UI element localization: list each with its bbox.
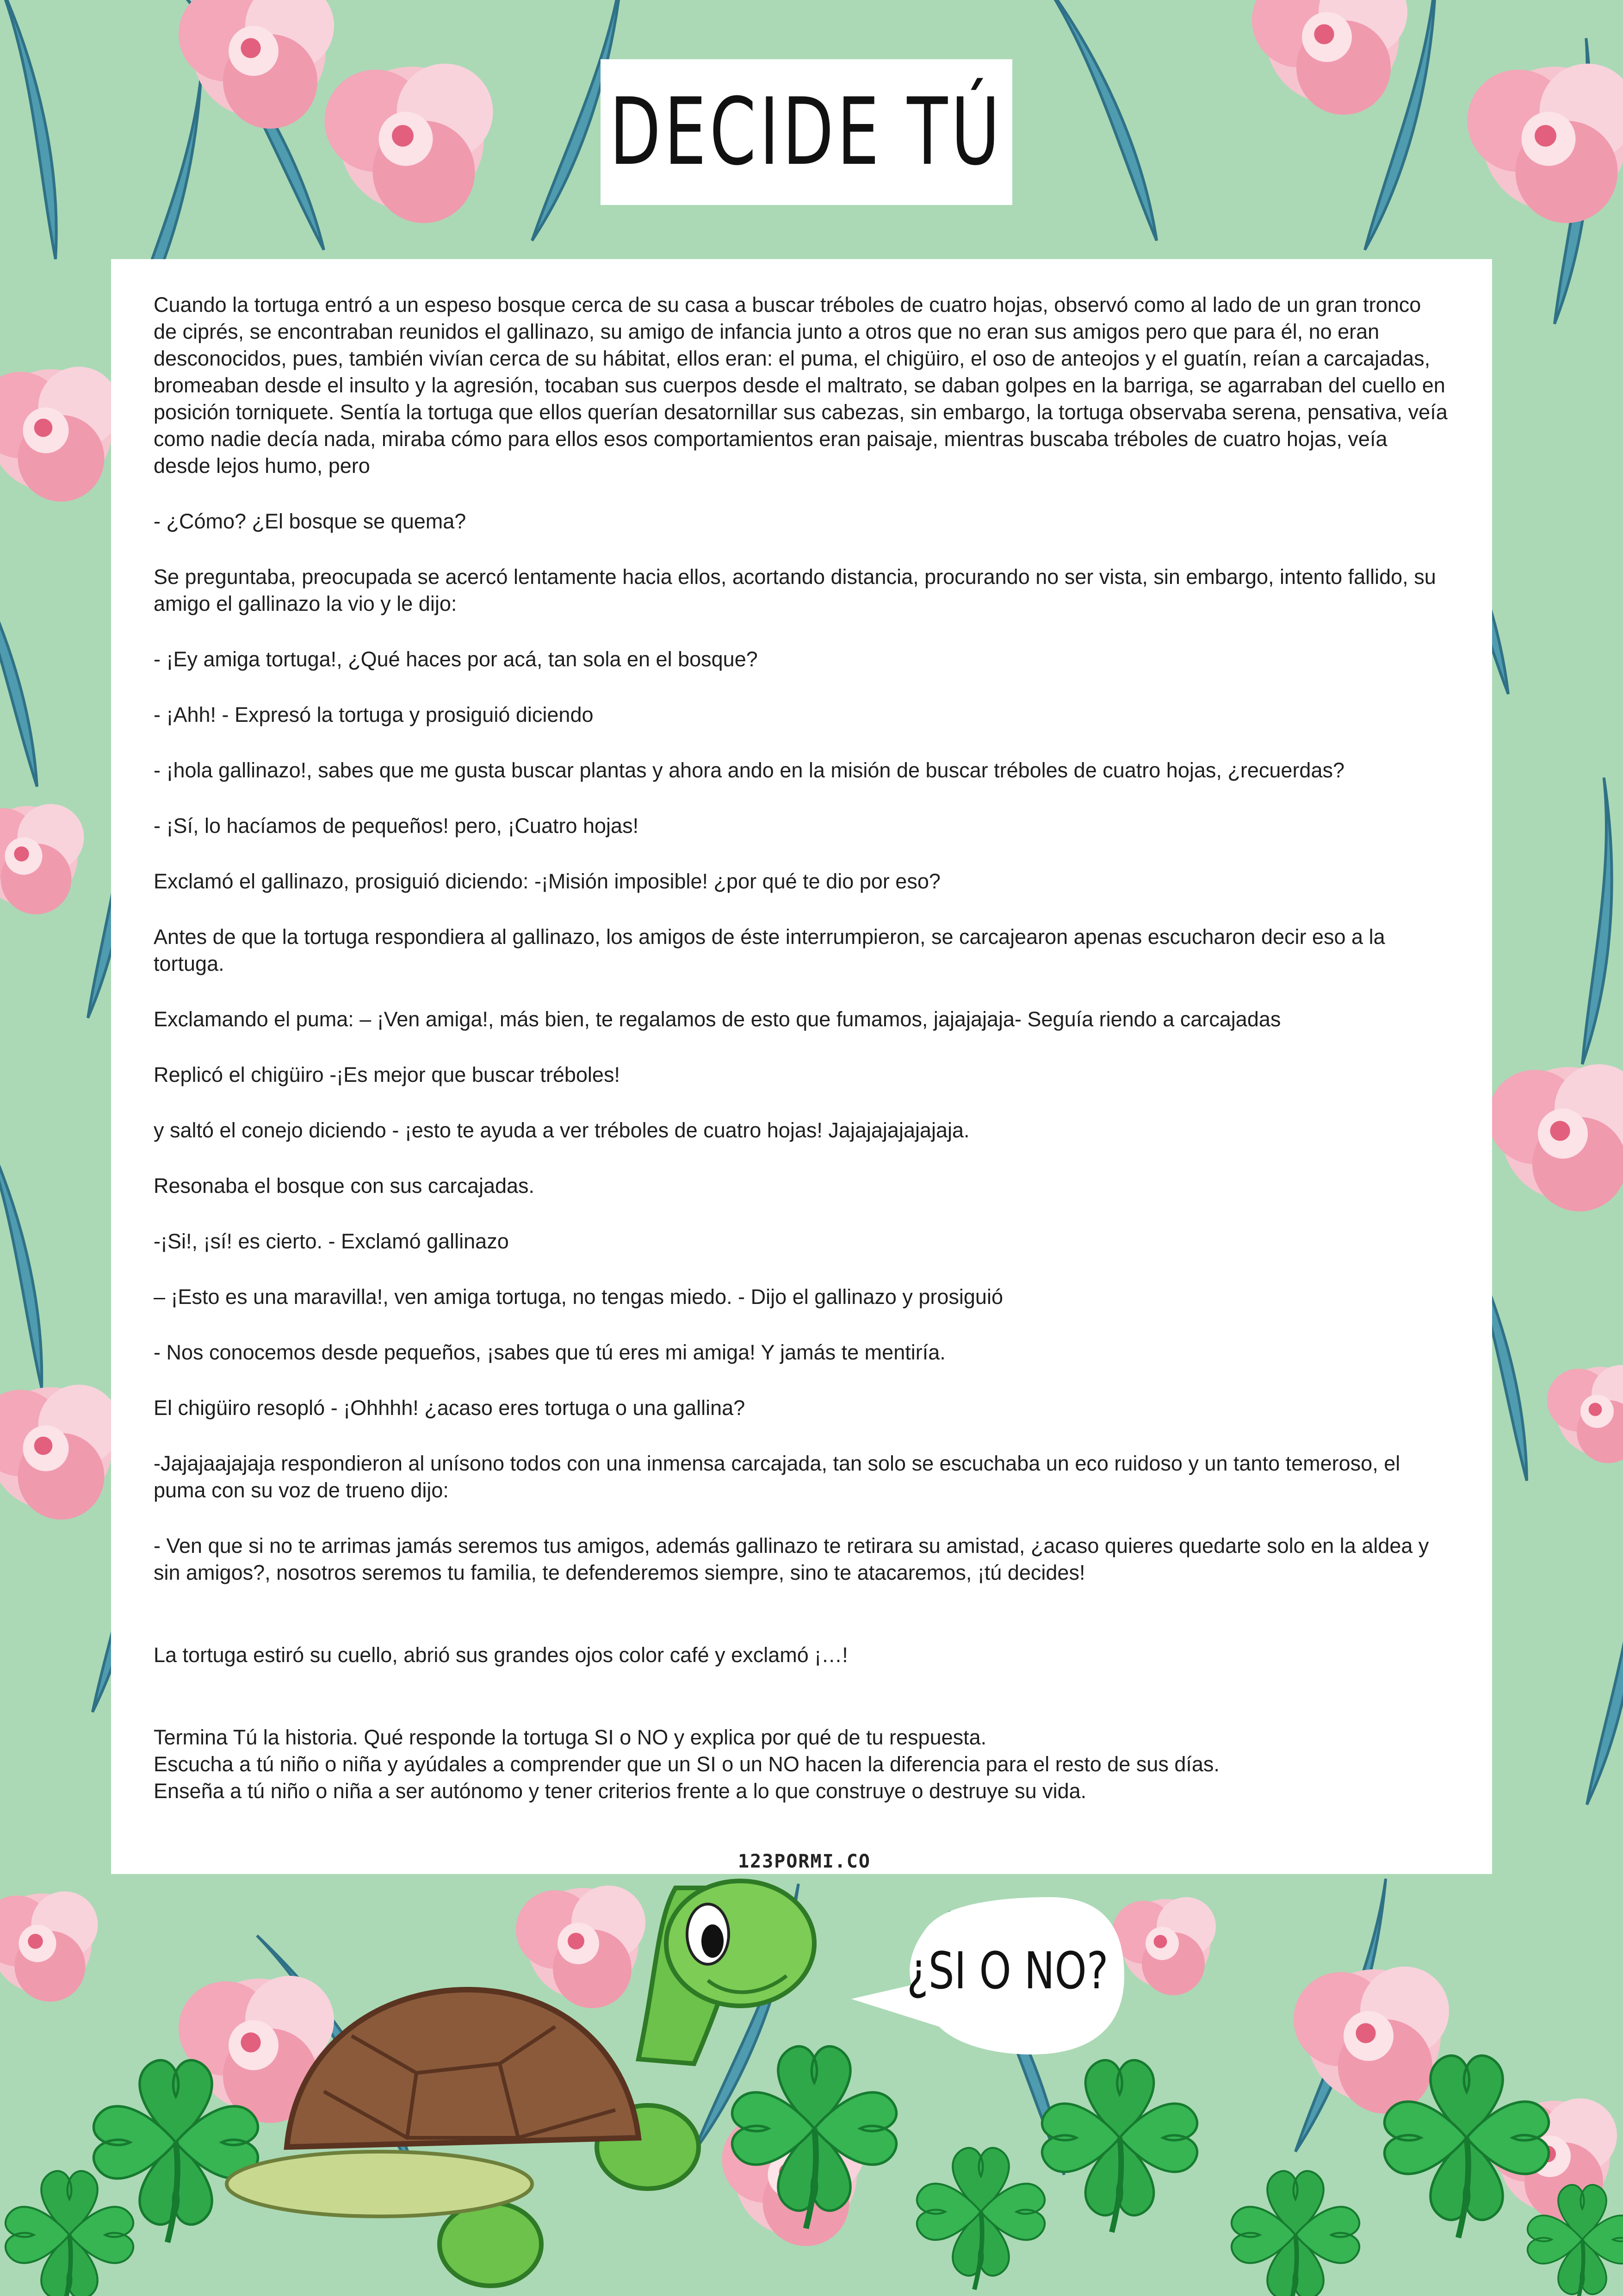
story-text — [154, 292, 1449, 1805]
instruction-line: Enseña a tú niño o niña a ser autónomo y tener criterios frente a lo que construye o destruye su vida. — [154, 1779, 1087, 1803]
story-paragraph: y saltó el conejo diciendo - ¡esto te ayuda a ver tréboles de cuatro hojas! Jajajajajajajaja. — [154, 1118, 970, 1142]
story-paragraph: - Ven que si no te arrimas jamás seremos tus amigos, además gallinazo te retirara su amistad, ¿acaso quieres quedarte solo en la aldea y sin amigos?, nosotros seremos tu familia, te defenderemos siempre, sino te atacaremos, ¡tú decides! — [154, 1534, 1429, 1584]
story-paragraph: - ¡Sí, lo hacíamos de pequeños! pero, ¡Cuatro hojas! — [154, 814, 639, 838]
story-paragraph: -Jajajaajajaja respondieron al unísono todos con una inmensa carcajada, tan solo se escuchaba un eco ruidoso y un tanto temeroso, el puma con su voz de trueno dijo: — [154, 1452, 1400, 1502]
story-paragraph: El chigüiro resopló - ¡Ohhhh! ¿acaso eres tortuga o una gallina? — [154, 1396, 745, 1420]
story-paragraph: - ¡Ahh! - Expresó la tortuga y prosiguió diciendo — [154, 703, 594, 726]
instructions — [154, 1724, 1449, 1805]
story-paragraph: Cuando la tortuga entró a un espeso bosque cerca de su casa a buscar tréboles de cuatro hojas, observó como al lado de un gran tronco de ciprés, se encontraban reunidos el gallinazo, su amigo de infancia junto a otros que no eran sus amigos pero que para él, no eran desconocidos, pues, también vivían cerca de su hábitat, ellos eran: el puma, el chigüiro, el oso de anteojos y el guatín, reían a carcajadas, bromeaban desde el insulto y la agresión, tocaban sus cuerpos desde el maltrato, se daban golpes en la barriga, se agarraban del cuello en posición torniquete. Sentía la tortuga que ellos querían desatornillar sus cabezas, sin embargo, la tortuga observaba serena, pensativa, veía como nadie decía nada, miraba cómo para ellos esos comportamientos eran paisaje, mientras buscaba tréboles de cuatro hojas, veía desde lejos humo, pero — [154, 293, 1448, 478]
story-panel — [111, 259, 1492, 1874]
instruction-line: Termina Tú la historia. Qué responde la tortuga SI o NO y explica por qué de tu respuesta. — [154, 1725, 987, 1749]
story-paragraph: - Nos conocemos desde pequeños, ¡sabes que tú eres mi amiga! Y jamás te mentiría. — [154, 1340, 946, 1364]
story-paragraph: - ¡hola gallinazo!, sabes que me gusta buscar plantas y ahora ando en la misión de buscar tréboles de cuatro hojas, ¿recuerdas? — [154, 758, 1345, 782]
story-paragraph: Exclamó el gallinazo, prosiguió diciendo: -¡Misión imposible! ¿por qué te dio por eso? — [154, 869, 941, 893]
story-paragraph: – ¡Esto es una maravilla!, ven amiga tortuga, no tengas miedo. - Dijo el gallinazo y prosiguió — [154, 1285, 1003, 1309]
instruction-line: Escucha a tú niño o niña y ayúdales a comprender que un SI o un NO hacen la diferencia para el resto de sus días. — [154, 1752, 1220, 1776]
story-paragraph: Resonaba el bosque con sus carcajadas. — [154, 1174, 535, 1198]
brand-logo: 123PORMI.CO — [738, 1851, 871, 1872]
story-paragraph: Antes de que la tortuga respondiera al gallinazo, los amigos de éste interrumpieron, se carcajearon apenas escucharon decir eso a la tortuga. — [154, 925, 1385, 975]
story-paragraph: Replicó el chigüiro -¡Es mejor que buscar tréboles! — [154, 1063, 620, 1086]
page-title: DECIDE TÚ — [609, 78, 1004, 186]
story-paragraph: La tortuga estiró su cuello, abrió sus grandes ojos color café y exclamó ¡…! — [154, 1643, 848, 1667]
story-paragraph: Se preguntaba, preocupada se acercó lentamente hacia ellos, acortando distancia, procurando no ser vista, sin embargo, intento fallido, su amigo el gallinazo la vio y le dijo: — [154, 565, 1436, 615]
story-paragraph: - ¡Ey amiga tortuga!, ¿Qué haces por acá, tan sola en el bosque? — [154, 647, 758, 671]
speech-bubble-text: ¿SI O NO? — [907, 1941, 1109, 2000]
story-paragraph: Exclamando el puma: – ¡Ven amiga!, más bien, te regalamos de esto que fumamos, jajajajaja- Seguía riendo a carcajadas — [154, 1007, 1281, 1031]
story-paragraph: - ¿Cómo? ¿El bosque se quema? — [154, 509, 466, 533]
title-box — [601, 59, 1012, 205]
story-paragraph: -¡Si!, ¡sí! es cierto. - Exclamó gallinazo — [154, 1229, 509, 1253]
